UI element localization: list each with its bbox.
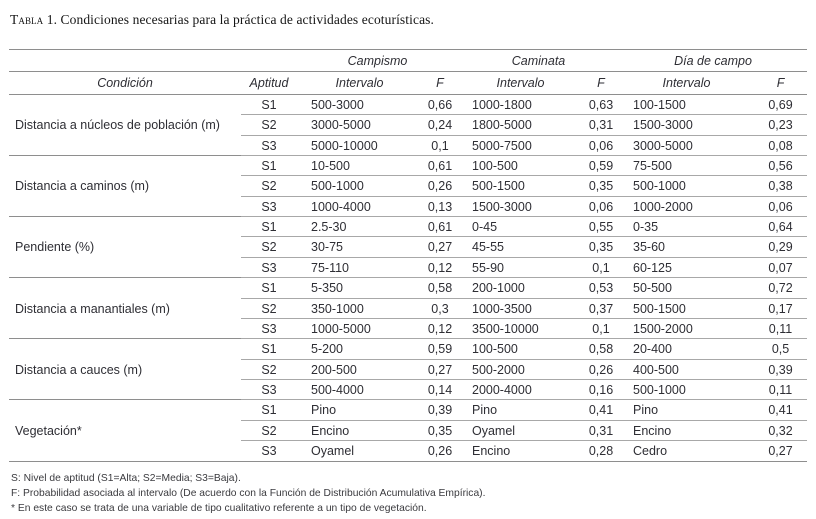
f-cell: 0,29 <box>754 237 807 257</box>
f-cell: 0,41 <box>583 400 619 420</box>
f-cell: 0,14 <box>422 380 458 400</box>
interval-cell: 500-4000 <box>297 380 422 400</box>
f-cell: 0,08 <box>754 135 807 155</box>
interval-cell: Oyamel <box>458 420 583 440</box>
f-cell: 0,5 <box>754 339 807 359</box>
f-cell: 0,06 <box>754 196 807 216</box>
f-cell: 0,35 <box>583 237 619 257</box>
aptitude-cell: S1 <box>241 339 297 359</box>
interval-cell: 350-1000 <box>297 298 422 318</box>
footnote-f: F: Probabilidad asociada al intervalo (De acuerdo con la Función de Distribución Acumulativa Empírica). <box>11 487 486 499</box>
interval-cell: 1500-2000 <box>619 318 754 338</box>
column-header-row <box>9 72 807 94</box>
interval-cell: 1500-3000 <box>619 115 754 135</box>
f-cell: 0,32 <box>754 420 807 440</box>
f-cell: 0,1 <box>583 318 619 338</box>
interval-cell: 0-35 <box>619 217 754 237</box>
interval-cell: 500-2000 <box>458 359 583 379</box>
aptitude-cell: S2 <box>241 298 297 318</box>
interval-cell: 3500-10000 <box>458 318 583 338</box>
table-caption <box>10 12 807 28</box>
footnote-asterisk: * En este caso se trata de una variable de tipo cualitativo referente a un tipo de vegetación. <box>11 502 427 514</box>
f-cell: 0,12 <box>422 318 458 338</box>
f-cell: 0,69 <box>754 94 807 114</box>
interval-cell: 500-1500 <box>619 298 754 318</box>
interval-cell: 500-1500 <box>458 176 583 196</box>
aptitude-cell: S3 <box>241 196 297 216</box>
interval-cell: 3000-5000 <box>619 135 754 155</box>
table-caption-label: Tabla 1. <box>10 12 58 27</box>
interval-cell: 500-1000 <box>297 176 422 196</box>
footnotes <box>11 471 807 517</box>
interval-cell: 100-500 <box>458 155 583 175</box>
f-cell: 0,37 <box>583 298 619 318</box>
f-cell: 0,23 <box>754 115 807 135</box>
interval-cell: 55-90 <box>458 257 583 277</box>
interval-cell: 30-75 <box>297 237 422 257</box>
f-cell: 0,26 <box>422 441 458 461</box>
interval-cell: 1000-1800 <box>458 94 583 114</box>
condition-cell: Distancia a manantiales (m) <box>9 278 241 339</box>
aptitude-cell: S2 <box>241 115 297 135</box>
table-row <box>9 400 807 420</box>
interval-cell: Encino <box>619 420 754 440</box>
empty-header-cell <box>9 50 297 72</box>
interval-column-header-caminata: Intervalo <box>458 72 583 94</box>
condition-column-header: Condición <box>9 72 241 94</box>
interval-cell: 1800-5000 <box>458 115 583 135</box>
aptitude-cell: S3 <box>241 380 297 400</box>
f-column-header-campismo: F <box>422 72 458 94</box>
interval-cell: 500-3000 <box>297 94 422 114</box>
interval-cell: 2000-4000 <box>458 380 583 400</box>
aptitude-column-header: Aptitud <box>241 72 297 94</box>
interval-cell: 500-1000 <box>619 176 754 196</box>
interval-cell: 2.5-30 <box>297 217 422 237</box>
f-cell: 0,27 <box>754 441 807 461</box>
f-cell: 0,59 <box>422 339 458 359</box>
activity-header-dia-de-campo: Día de campo <box>619 50 807 72</box>
f-column-header-caminata: F <box>583 72 619 94</box>
interval-cell: 1000-4000 <box>297 196 422 216</box>
interval-cell: 400-500 <box>619 359 754 379</box>
aptitude-cell: S3 <box>241 135 297 155</box>
interval-cell: 0-45 <box>458 217 583 237</box>
f-cell: 0,39 <box>754 359 807 379</box>
f-cell: 0,31 <box>583 115 619 135</box>
f-cell: 0,55 <box>583 217 619 237</box>
aptitude-cell: S2 <box>241 237 297 257</box>
aptitude-cell: S3 <box>241 441 297 461</box>
interval-cell: 5000-10000 <box>297 135 422 155</box>
condition-cell: Distancia a caminos (m) <box>9 155 241 216</box>
interval-cell: 60-125 <box>619 257 754 277</box>
table-row <box>9 278 807 298</box>
interval-cell: 5-200 <box>297 339 422 359</box>
f-cell: 0,28 <box>583 441 619 461</box>
f-cell: 0,27 <box>422 237 458 257</box>
f-cell: 0,35 <box>583 176 619 196</box>
f-cell: 0,24 <box>422 115 458 135</box>
f-column-header-dia-de-campo: F <box>754 72 807 94</box>
interval-cell: Cedro <box>619 441 754 461</box>
interval-cell: Encino <box>297 420 422 440</box>
f-cell: 0,38 <box>754 176 807 196</box>
activity-header-caminata: Caminata <box>458 50 619 72</box>
aptitude-cell: S3 <box>241 318 297 338</box>
interval-cell: 10-500 <box>297 155 422 175</box>
aptitude-cell: S1 <box>241 155 297 175</box>
f-cell: 0,39 <box>422 400 458 420</box>
interval-cell: 75-500 <box>619 155 754 175</box>
f-cell: 0,53 <box>583 278 619 298</box>
table-caption-text: Condiciones necesarias para la práctica de actividades ecoturísticas. <box>57 12 435 27</box>
interval-cell: 100-500 <box>458 339 583 359</box>
activity-header-campismo: Campismo <box>297 50 458 72</box>
f-cell: 0,06 <box>583 135 619 155</box>
f-cell: 0,16 <box>583 380 619 400</box>
interval-cell: 35-60 <box>619 237 754 257</box>
interval-cell: 75-110 <box>297 257 422 277</box>
interval-cell: 200-1000 <box>458 278 583 298</box>
interval-cell: 200-500 <box>297 359 422 379</box>
f-cell: 0,17 <box>754 298 807 318</box>
f-cell: 0,61 <box>422 155 458 175</box>
interval-column-header-dia-de-campo: Intervalo <box>619 72 754 94</box>
interval-cell: Encino <box>458 441 583 461</box>
interval-cell: Pino <box>458 400 583 420</box>
aptitude-cell: S1 <box>241 94 297 114</box>
table-row <box>9 94 807 114</box>
f-cell: 0,72 <box>754 278 807 298</box>
interval-cell: Pino <box>297 400 422 420</box>
f-cell: 0,31 <box>583 420 619 440</box>
interval-cell: Pino <box>619 400 754 420</box>
f-cell: 0,66 <box>422 94 458 114</box>
aptitude-cell: S2 <box>241 420 297 440</box>
f-cell: 0,11 <box>754 380 807 400</box>
interval-cell: 1000-3500 <box>458 298 583 318</box>
interval-cell: 100-1500 <box>619 94 754 114</box>
f-cell: 0,26 <box>422 176 458 196</box>
interval-cell: Oyamel <box>297 441 422 461</box>
interval-cell: 3000-5000 <box>297 115 422 135</box>
condition-cell: Pendiente (%) <box>9 217 241 278</box>
interval-cell: 500-1000 <box>619 380 754 400</box>
f-cell: 0,13 <box>422 196 458 216</box>
interval-cell: 5-350 <box>297 278 422 298</box>
f-cell: 0,3 <box>422 298 458 318</box>
f-cell: 0,35 <box>422 420 458 440</box>
f-cell: 0,11 <box>754 318 807 338</box>
aptitude-cell: S1 <box>241 217 297 237</box>
aptitude-cell: S1 <box>241 400 297 420</box>
f-cell: 0,59 <box>583 155 619 175</box>
f-cell: 0,07 <box>754 257 807 277</box>
interval-cell: 20-400 <box>619 339 754 359</box>
aptitude-cell: S2 <box>241 359 297 379</box>
table-row <box>9 339 807 359</box>
f-cell: 0,64 <box>754 217 807 237</box>
footnote-s: S: Nivel de aptitud (S1=Alta; S2=Media; S3=Baja). <box>11 472 241 484</box>
interval-cell: 50-500 <box>619 278 754 298</box>
interval-cell: 5000-7500 <box>458 135 583 155</box>
interval-cell: 45-55 <box>458 237 583 257</box>
table-row <box>9 217 807 237</box>
f-cell: 0,58 <box>583 339 619 359</box>
interval-cell: 1500-3000 <box>458 196 583 216</box>
table-body <box>9 94 807 461</box>
f-cell: 0,41 <box>754 400 807 420</box>
condition-cell: Vegetación* <box>9 400 241 461</box>
table-row <box>9 155 807 175</box>
aptitude-cell: S1 <box>241 278 297 298</box>
activity-header-row <box>9 50 807 72</box>
f-cell: 0,1 <box>583 257 619 277</box>
condition-cell: Distancia a núcleos de población (m) <box>9 94 241 155</box>
conditions-table <box>9 49 807 462</box>
interval-cell: 1000-5000 <box>297 318 422 338</box>
f-cell: 0,56 <box>754 155 807 175</box>
interval-column-header-campismo: Intervalo <box>297 72 422 94</box>
f-cell: 0,1 <box>422 135 458 155</box>
condition-cell: Distancia a cauces (m) <box>9 339 241 400</box>
f-cell: 0,61 <box>422 217 458 237</box>
f-cell: 0,12 <box>422 257 458 277</box>
f-cell: 0,58 <box>422 278 458 298</box>
aptitude-cell: S3 <box>241 257 297 277</box>
f-cell: 0,06 <box>583 196 619 216</box>
f-cell: 0,27 <box>422 359 458 379</box>
aptitude-cell: S2 <box>241 176 297 196</box>
f-cell: 0,63 <box>583 94 619 114</box>
f-cell: 0,26 <box>583 359 619 379</box>
interval-cell: 1000-2000 <box>619 196 754 216</box>
